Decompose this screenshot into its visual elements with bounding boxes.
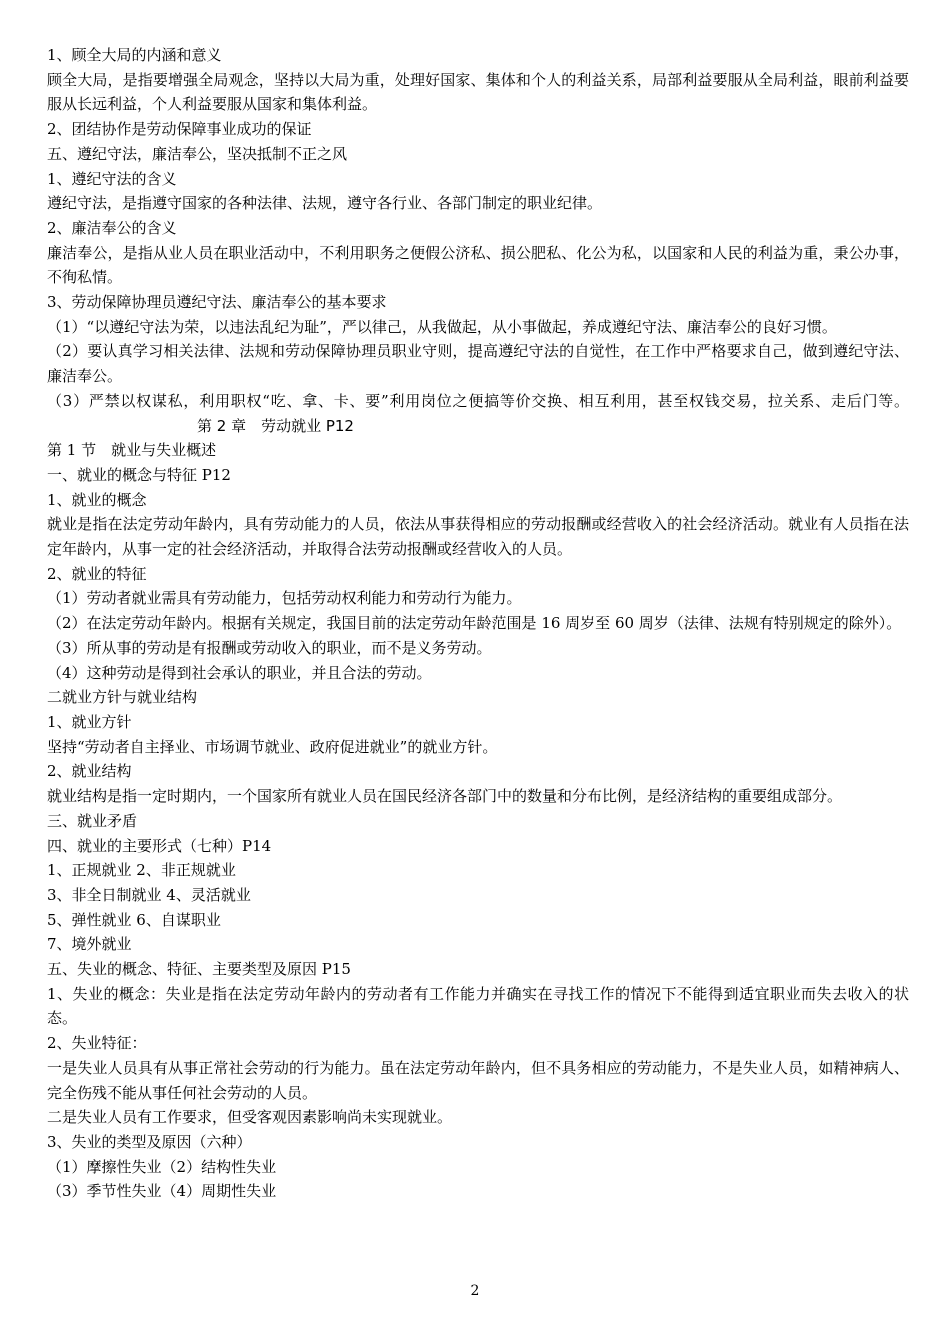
subheading: 2、廉洁奉公的含义 xyxy=(47,218,177,237)
subheading: 1、遵纪守法的含义 xyxy=(47,169,177,188)
section-heading: 五、失业的概念、特征、主要类型及原因 P15 xyxy=(47,960,351,979)
subheading: 2、就业结构 xyxy=(47,762,132,781)
section-heading: 四、就业的主要形式（七种）P14 xyxy=(47,836,272,855)
subheading: 1、就业方针 xyxy=(47,712,132,731)
paragraph: 就业是指在法定劳动年龄内，具有劳动能力的人员，依法从事获得相应的劳动报酬或经营收入的社会经济活动。就业有人员指在法定年龄内，从事一定的社会经济活动，并取得合法劳动报酬或经营收入的人员。 xyxy=(47,515,909,559)
list-item-text: （3）严禁以权谋私，利用职权“吃、拿、卡、要”利用岗位之便搞等价交换、相互利用，甚至权钱交易，拉关系、走后门等。 xyxy=(47,391,909,410)
subheading: 1、顾全大局的内涵和意义 xyxy=(47,46,222,64)
list-item: （1）摩擦性失业（2）结构性失业 xyxy=(47,1157,277,1176)
paragraph: 遵纪守法，是指遵守国家的各种法律、法规，遵守各行业、各部门制定的职业纪律。 xyxy=(47,194,603,213)
list-item xyxy=(47,389,909,438)
list-item: 1、正规就业 2、非正规就业 xyxy=(47,861,236,880)
list-item: （3）所从事的劳动是有报酬或劳动收入的职业，而不是义务劳动。 xyxy=(47,638,492,657)
list-item: 3、非全日制就业 4、灵活就业 xyxy=(47,885,251,904)
list-item: 5、弹性就业 6、自谋职业 xyxy=(47,910,221,929)
section-heading: 五、遵纪守法，廉洁奉公，坚决抵制不正之风 xyxy=(47,144,348,163)
paragraph: 就业结构是指一定时期内，一个国家所有就业人员在国民经济各部门中的数量和分布比例，是经济结构的重要组成部分。 xyxy=(47,787,843,806)
page-number: 2 xyxy=(470,1283,480,1299)
paragraph: 二是失业人员有工作要求，但受客观因素影响尚未实现就业。 xyxy=(47,1108,453,1127)
paragraph: 坚持“劳动者自主择业、市场调节就业、政府促进就业”的就业方针。 xyxy=(47,737,498,756)
section-heading: 一、就业的概念与特征 P12 xyxy=(47,465,231,484)
subheading: 2、就业的特征 xyxy=(47,564,147,583)
chapter-heading: 第 2 章 劳动就业 P12 xyxy=(197,416,354,435)
paragraph: 1、失业的概念：失业是指在法定劳动年龄内的劳动者有工作能力并确实在寻找工作的情况下不能得到适宜职业而失去收入的状态。 xyxy=(47,984,909,1028)
list-item: （3）季节性失业（4）周期性失业 xyxy=(47,1182,277,1201)
subheading: 2、失业特征： xyxy=(47,1034,147,1053)
list-item: （2）在法定劳动年龄内。根据有关规定，我国目前的法定劳动年龄范围是 16 周岁至 60 周岁（法律、法规有特别规定的除外）。 xyxy=(47,614,902,633)
subheading: 2、团结协作是劳动保障事业成功的保证 xyxy=(47,120,312,139)
list-item: 7、境外就业 xyxy=(47,935,132,954)
subheading: 1、就业的概念 xyxy=(47,490,147,509)
paragraph: 廉洁奉公，是指从业人员在职业活动中，不利用职务之便假公济私、损公肥私、化公为私，以国家和人民的利益为重，秉公办事，不徇私情。 xyxy=(47,243,909,287)
section-heading: 第 1 节 就业与失业概述 xyxy=(47,441,217,460)
subheading: 3、劳动保障协理员遵纪守法、廉洁奉公的基本要求 xyxy=(47,293,387,312)
section-heading: 二就业方针与就业结构 xyxy=(47,688,198,707)
list-item: （1）劳动者就业需具有劳动能力，包括劳动权利能力和劳动行为能力。 xyxy=(47,589,522,608)
list-item: （1）“以遵纪守法为荣，以违法乱纪为耻”，严以律己，从我做起，从小事做起，养成遵纪守法、廉洁奉公的良好习惯。 xyxy=(47,317,837,336)
paragraph: 一是失业人员具有从事正常社会劳动的行为能力。虽在法定劳动年龄内，但不具务相应的劳动能力，不是失业人员，如精神病人、完全伤残不能从事任何社会劳动的人员。 xyxy=(47,1058,909,1102)
section-heading: 三、就业矛盾 xyxy=(47,811,138,830)
paragraph: 顾全大局，是指要增强全局观念，坚持以大局为重，处理好国家、集体和个人的利益关系，局部利益要服从全局利益，眼前利益要服从长远利益，个人利益要服从国家和集体利益。 xyxy=(47,70,909,114)
list-item: （4）这种劳动是得到社会承认的职业，并且合法的劳动。 xyxy=(47,663,432,682)
document-body xyxy=(47,43,909,1204)
subheading: 3、失业的类型及原因（六种） xyxy=(47,1132,252,1151)
list-item: （2）要认真学习相关法律、法规和劳动保障协理员职业守则，提高遵纪守法的自觉性，在工作中严格要求自己，做到遵纪守法、廉洁奉公。 xyxy=(47,342,909,386)
